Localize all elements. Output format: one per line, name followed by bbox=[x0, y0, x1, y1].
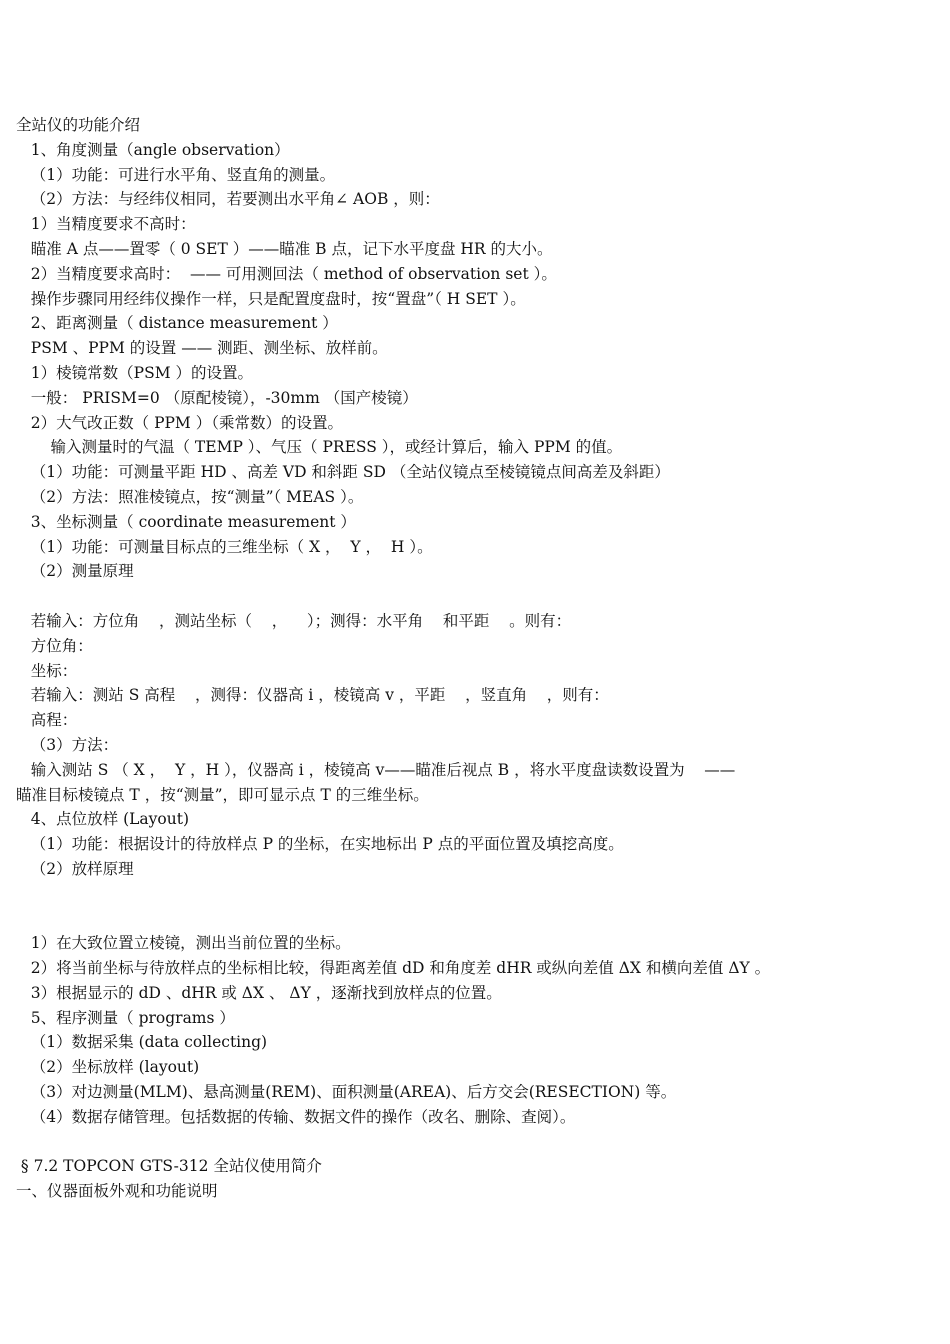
text-line: （3）对边测量(MLM)、悬高测量(REM)、面积测量(AREA)、后方交会(RESECTION) 等。 bbox=[16, 1083, 677, 1102]
text-line: （1）数据采集 (data collecting) bbox=[16, 1033, 268, 1052]
text-line: （1）功能：可测量目标点的三维坐标（ X ， Y ， H ）。 bbox=[16, 537, 433, 556]
text-line: 一、仪器面板外观和功能说明 bbox=[16, 1182, 218, 1201]
text-line: 3、坐标测量（ coordinate measurement ） bbox=[16, 512, 356, 531]
blank-line bbox=[16, 882, 946, 907]
text-line: 若输入：方位角 ，测站坐标（ ， ）；测得：水平角 和平距 。则有： bbox=[16, 611, 572, 630]
text-line: 一般： PRISM=0 （原配棱镜），-30mm （国产棱镜） bbox=[16, 388, 418, 407]
text-line: 5、程序测量（ programs ） bbox=[16, 1008, 235, 1027]
text-line: 2、距离测量（ distance measurement ） bbox=[16, 314, 338, 333]
text-line: 坐标： bbox=[16, 661, 78, 680]
text-line: 1）棱镜常数（PSM ）的设置。 bbox=[16, 363, 253, 382]
text-line: （1）功能：可测量平距 HD 、高差 VD 和斜距 SD （全站仪镜点至棱镜镜点间高差及斜距） bbox=[16, 463, 670, 482]
document-body bbox=[16, 113, 946, 1204]
text-line: 1、角度测量（angle observation） bbox=[16, 140, 290, 159]
text-line: （1）功能：可进行水平角、竖直角的测量。 bbox=[16, 165, 336, 184]
text-line: 2）将当前坐标与待放样点的坐标相比较，得距离差值 dD 和角度差 dHR 或纵向差值 ΔX 和横向差值 ΔY 。 bbox=[16, 959, 771, 978]
text-line: PSM 、PPM 的设置 —— 测距、测坐标、放样前。 bbox=[16, 339, 388, 358]
text-line: （3）方法： bbox=[16, 735, 119, 754]
text-line: （2）方法：照准棱镜点，按“测量”（ MEAS ）。 bbox=[16, 487, 364, 506]
text-line: 瞄准目标棱镜点 T ，按“测量”，即可显示点 T 的三维坐标。 bbox=[16, 785, 429, 804]
text-line: （2）方法：与经纬仪相同，若要测出水平角∠ AOB ，则： bbox=[16, 190, 440, 209]
blank-line bbox=[16, 1130, 946, 1155]
text-line: （2）坐标放样 (layout) bbox=[16, 1058, 200, 1077]
text-line: 4、点位放样 (Layout) bbox=[16, 810, 189, 829]
text-line: 1）当精度要求不高时： bbox=[16, 215, 196, 234]
text-line: （4）数据存储管理。包括数据的传输、数据文件的操作（改名、删除、查阅）。 bbox=[16, 1107, 576, 1126]
text-line: 操作步骤同用经纬仪操作一样，只是配置度盘时，按“置盘”（ H SET ）。 bbox=[16, 289, 526, 308]
text-line: 全站仪的功能介绍 bbox=[16, 116, 141, 134]
text-line: 瞄准 A 点——置零（ 0 SET ）——瞄准 B 点，记下水平度盘 HR 的大小。 bbox=[16, 239, 553, 258]
blank-line bbox=[16, 907, 946, 932]
text-line: （2）放样原理 bbox=[16, 859, 134, 878]
text-line: （2）测量原理 bbox=[16, 562, 134, 581]
text-line: 输入测站 S （ X ， Y ，H ），仪器高 i ，棱镜高 v——瞄准后视点 B ，将水平度盘读数设置为 —— bbox=[16, 760, 736, 779]
text-line: 方位角： bbox=[16, 636, 93, 655]
text-line: 高程： bbox=[16, 711, 78, 730]
text-line: （1）功能：根据设计的待放样点 P 的坐标，在实地标出 P 点的平面位置及填挖高度。 bbox=[16, 835, 624, 854]
blank-line bbox=[16, 584, 946, 609]
text-line: 若输入：测站 S 高程 ，测得：仪器高 i ，棱镜高 v ，平距 ，竖直角 ，则有： bbox=[16, 686, 609, 705]
text-line: 输入测量时的气温（ TEMP ）、气压（ PRESS ），或经计算后，输入 PPM 的值。 bbox=[16, 438, 623, 457]
text-line: 2）大气改正数（ PPM ）（乘常数）的设置。 bbox=[16, 413, 343, 432]
text-line: 2）当精度要求高时： —— 可用测回法（ method of observation set ）。 bbox=[16, 264, 557, 283]
text-line: 3）根据显示的 dD 、dHR 或 ΔX 、 ΔY ，逐渐找到放样点的位置。 bbox=[16, 983, 502, 1002]
text-line: § 7.2 TOPCON GTS-312 全站仪使用简介 bbox=[16, 1157, 322, 1176]
text-line: 1）在大致位置立棱镜，测出当前位置的坐标。 bbox=[16, 934, 351, 953]
